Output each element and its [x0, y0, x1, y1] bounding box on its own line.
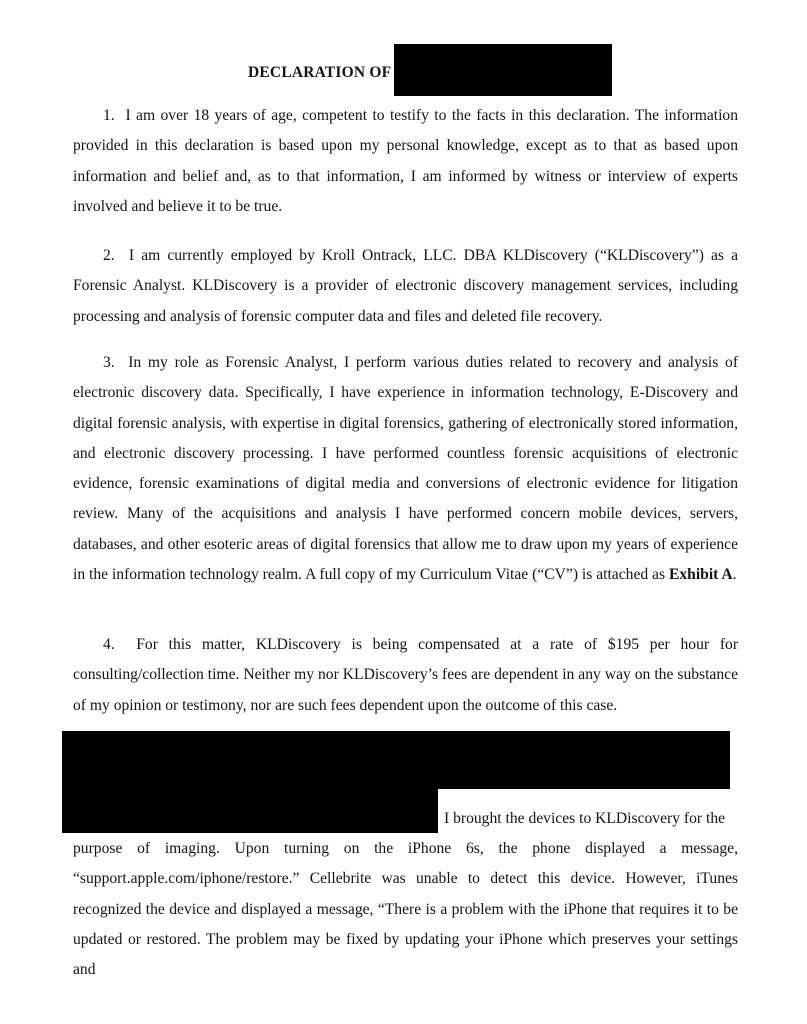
paragraph-4-number: 4.: [103, 636, 115, 653]
paragraph-3-number: 3.: [103, 354, 115, 371]
paragraph-3: [73, 348, 738, 590]
paragraph-3-text: In my role as Forensic Analyst, I perform various duties related to recovery and analysis of electronic discovery data. Specifically, I have experience in information technology, E-Discovery and digital forensic analysis, with expertise in digital forensics, gathering of electronically stored information, and electronic discovery processing. I have performed countless forensic acquisitions of electronic evidence, forensic examinations of digital media and conversions of electronic evidence for litigation review. Many of the acquisitions and analysis I have performed concern mobile devices, servers, databases, and other esoteric areas of digital forensics that allow me to draw upon my years of experience in the information technology realm. A full copy of my Curriculum Vitae (“CV”) is attached as: [73, 354, 739, 584]
paragraph-4: [73, 630, 738, 721]
document-title: DECLARATION OF: [248, 64, 392, 81]
paragraph-5-first-line: I brought the devices to KLDiscovery for the: [444, 810, 726, 827]
paragraph-2-text: I am currently employed by Kroll Ontrack, LLC. DBA KLDiscovery (“KLDiscovery”) as a Forensic Analyst. KLDiscovery is a provider of electronic discovery management services, including processing and analysis of forensic computer data and files and deleted file recovery.: [73, 247, 739, 325]
paragraph-1-text: I am over 18 years of age, competent to testify to the facts in this declaration. The information provided in this declaration is based upon my personal knowledge, except as to that as based upon information and belief and, as to that information, I am informed by witness or interview of experts involved and believe it to be true.: [73, 107, 738, 215]
redaction-box-paragraph-5-left: [62, 789, 438, 833]
paragraph-1-number: 1.: [103, 107, 115, 124]
paragraph-2: [73, 241, 738, 332]
redaction-box-title: [394, 44, 612, 96]
paragraph-4-text: For this matter, KLDiscovery is being compensated at a rate of $195 per hour for consulting/collection time. Neither my nor KLDiscovery’s fees are dependent in any way on the substance of my opinion or testimony, nor are such fees dependent upon the outcome of this case.: [73, 636, 739, 714]
paragraph-3-end: .: [732, 566, 737, 584]
exhibit-reference: Exhibit A: [668, 566, 733, 584]
paragraph-2-number: 2.: [103, 247, 115, 264]
paragraph-1: [73, 101, 738, 222]
title-row: [0, 44, 807, 96]
paragraph-5: purpose of imaging. Upon turning on the iPhone 6s, the phone displayed a message, “support.apple.com/iphone/restore.” Cellebrite was unable to detect this device. However, iTunes recognized the device and displayed a message, “There is a problem with the iPhone that requires it to be updated or restored. The problem may be fixed by updating your iPhone which preserves your settings and: [73, 840, 738, 979]
redaction-box-paragraph-5-top: [62, 731, 730, 789]
